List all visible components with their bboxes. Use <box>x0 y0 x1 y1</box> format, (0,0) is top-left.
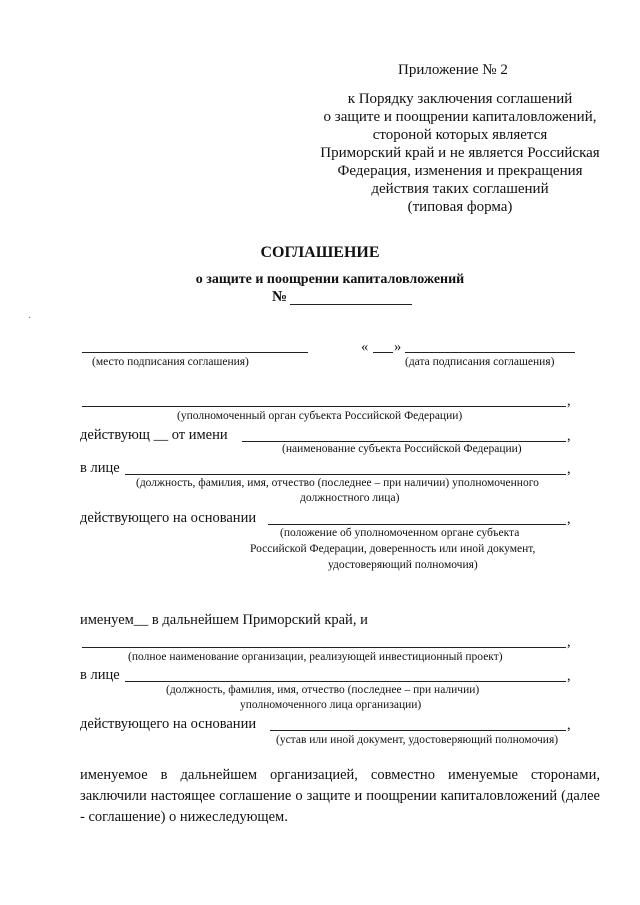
appendix-line: стороной которых является <box>372 127 548 143</box>
appendix-line: к Порядку заключения соглашений <box>347 91 573 107</box>
basis-caption-cont: удостоверяющий полномочия) <box>328 559 478 571</box>
date-day-blank <box>373 352 393 353</box>
comma: , <box>567 511 571 527</box>
comma: , <box>567 634 571 650</box>
appendix-line: (типовая форма) <box>407 199 513 215</box>
acting-on-behalf-label: действующ __ от имени <box>80 427 228 443</box>
date-caption: (дата подписания соглашения) <box>405 356 555 368</box>
final-paragraph: именуемое в дальнейшем организацией, совместно именуемые сторонами, заключили настоящее соглашение о защите и поощрении капиталовложений (далее - соглашение) о нижеследующем. <box>80 767 600 825</box>
appendix-title: Приложение № 2 <box>398 62 508 78</box>
official-blank <box>125 474 566 475</box>
appendix-line: действия таких соглашений <box>371 181 549 197</box>
date-blank <box>405 352 575 353</box>
representative-caption: (должность, фамилия, имя, отчество (последнее – при наличии) <box>166 684 480 696</box>
comma: , <box>567 428 571 444</box>
acting-basis-label: действующего на основании <box>80 716 257 732</box>
comma: , <box>567 668 571 684</box>
authority-caption: (уполномоченный орган субъекта Российской Федерации) <box>177 410 463 422</box>
acting-basis-label: действующего на основании <box>80 510 257 526</box>
place-caption: (место подписания соглашения) <box>92 356 249 368</box>
comma: , <box>567 461 571 477</box>
basis-blank <box>268 524 566 525</box>
appendix-block <box>300 90 620 216</box>
date-quote-close: » <box>394 339 402 355</box>
place-blank <box>82 352 308 353</box>
represented-by-label: в лице <box>80 667 120 683</box>
named-further-label: именуем__ в дальнейшем Приморский край, и <box>80 612 368 628</box>
document-subtitle: о защите и поощрении капиталовложений <box>195 272 465 287</box>
appendix-line: о защите и поощрении капиталовложений, <box>323 109 597 125</box>
representative-blank <box>125 681 566 682</box>
represented-by-label: в лице <box>80 460 120 476</box>
document-number-blank <box>290 304 412 305</box>
document-title: СОГЛАШЕНИЕ <box>260 244 380 261</box>
margin-mark: · <box>28 313 32 324</box>
charter-blank <box>270 730 566 731</box>
comma: , <box>567 393 571 409</box>
official-caption-cont: должностного лица) <box>300 492 400 504</box>
subject-caption: (наименование субъекта Российской Федерации) <box>282 443 522 455</box>
organization-caption: (полное наименование организации, реализующей инвестиционный проект) <box>128 651 503 663</box>
charter-caption: (устав или иной документ, удостоверяющий полномочия) <box>276 734 559 746</box>
official-caption: (должность, фамилия, имя, отчество (последнее – при наличии) уполномоченного <box>136 477 539 489</box>
representative-caption-cont: уполномоченного лица организации) <box>240 699 422 711</box>
appendix-line: Федерация, изменения и прекращения <box>337 163 583 179</box>
authority-blank <box>82 406 566 407</box>
basis-caption-cont: Российской Федерации, доверенность или иной документ, <box>250 543 536 555</box>
comma: , <box>567 717 571 733</box>
date-quote-open: « <box>361 339 369 355</box>
appendix-line: Приморский край и не является Российская <box>320 145 600 161</box>
basis-caption: (положение об уполномоченном органе субъекта <box>280 527 520 539</box>
organization-blank <box>82 647 566 648</box>
subject-blank <box>242 441 566 442</box>
document-number-label: № <box>272 289 288 305</box>
